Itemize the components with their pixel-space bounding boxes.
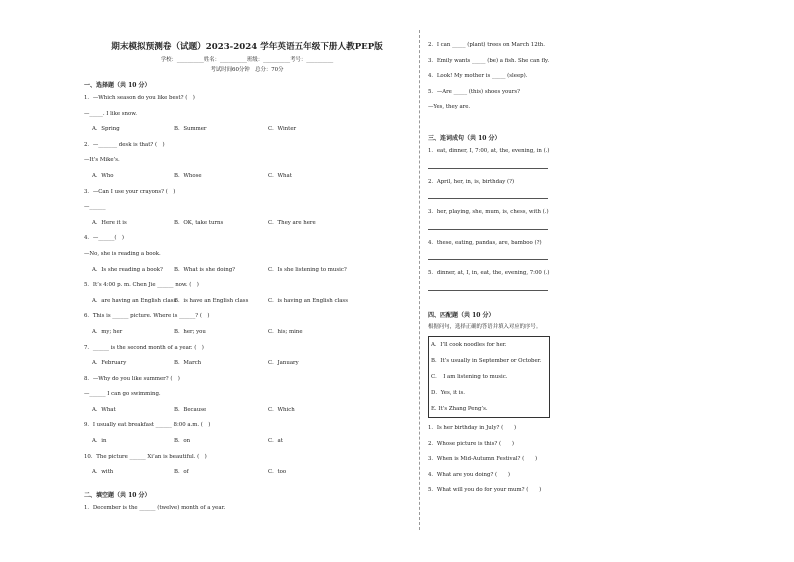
fill-item: 5．—Are _____ (this) shoes yours? xyxy=(428,88,520,95)
question-stem: 5．It’s 4:00 p. m. Chen Jie ______ now. ( ) xyxy=(84,282,199,289)
option-choice: C．is having an English class xyxy=(268,297,348,304)
option-choice: C．What xyxy=(268,172,292,179)
option-choice: C．They are here xyxy=(268,219,316,226)
option-choice: B．Whose xyxy=(174,172,202,179)
question-stem: 9．I usually eat breakfast ______ 8:00 a.m. ( ) xyxy=(84,422,211,429)
section3-items xyxy=(428,144,758,291)
reorder-item: 4．these, eating, pandas, are, bamboo (?) xyxy=(428,239,542,246)
fill-item: 2．I can _____ (plant) trees on March 12th. xyxy=(428,42,545,48)
answer-options-box xyxy=(428,336,550,418)
question-dialogue: —_____. I like snow. xyxy=(84,110,137,117)
question-dialogue: —It’s Mike’s. xyxy=(84,157,120,164)
option-choice: A．are having an English class xyxy=(92,297,177,304)
section4-heading: 四、匹配题（共 10 分） xyxy=(428,311,495,319)
option-choice: A．my; her xyxy=(92,328,123,335)
answer-option: B．It’s usually in September or October. xyxy=(431,357,542,364)
exam-title: 期末模拟预测卷（试题）2023-2024 学年英语五年级下册人教PEP版 xyxy=(111,42,383,52)
section4-instruction: 根据问句，选择正确的答语并填入对应的序号。 xyxy=(428,323,542,330)
answer-line xyxy=(428,282,548,291)
question-dialogue: —No, she is reading a book. xyxy=(84,250,161,257)
question-options xyxy=(84,356,410,372)
question-options xyxy=(84,465,410,481)
match-question: 4．What are you doing? ( ) xyxy=(428,471,511,478)
fill-item: 1．December is the ______ (twelve) month of a year. xyxy=(84,504,226,511)
option-choice: C．his; mine xyxy=(268,328,303,335)
answer-option: C． I am listening to music. xyxy=(431,373,508,380)
option-choice: C．too xyxy=(268,469,287,476)
option-choice: B．March xyxy=(174,360,202,367)
section3-heading: 三、连词成句（共 10 分） xyxy=(428,134,501,142)
option-choice: A．What xyxy=(92,406,116,413)
question-options xyxy=(84,294,410,310)
match-question: 2．Whose picture is this? ( ) xyxy=(428,440,514,447)
fill-item: 4．Look! My mother is _____ (sleep). xyxy=(428,73,528,80)
option-choice: B．of xyxy=(174,469,189,476)
option-choice: B．on xyxy=(174,438,191,445)
option-choice: B．Because xyxy=(174,406,207,413)
reorder-item: 3．her, playing, she, mum, is, chess, with (.) xyxy=(428,209,549,216)
option-choice: C．January xyxy=(268,360,299,367)
option-choice: B．Summer xyxy=(174,126,207,133)
question-options xyxy=(84,434,410,450)
question-stem: 8．—Why do you like summer? ( ) xyxy=(84,375,180,382)
question-dialogue: —______ xyxy=(84,204,106,211)
fill-item: 3．Emily wants _____ (be) a fish. She can fly. xyxy=(428,57,550,64)
section4-questions xyxy=(428,421,758,499)
option-choice: B．is have an English class xyxy=(174,297,249,304)
student-info-line: 学校：__________姓名：__________班级：__________考号：__________ xyxy=(160,57,334,63)
question-stem: 10．The picture ______ Xi’an is beautiful. ( ) xyxy=(84,453,207,460)
answer-line xyxy=(428,221,548,230)
section2-heading: 二、填空题（共 10 分） xyxy=(84,491,151,499)
option-choice: A．Here it is xyxy=(92,219,127,226)
question-options xyxy=(84,263,410,279)
exam-time-score: 考试时间60分钟 总分：70分 xyxy=(210,67,284,73)
question-stem: 1．—Which season do you like best? ( ) xyxy=(84,95,195,101)
question-stem: 7．______ is the second month of a year. ( ) xyxy=(84,344,204,351)
answer-option: E. It’s Zhang Peng’s. xyxy=(431,405,488,412)
option-choice: B．her; you xyxy=(174,328,206,335)
option-choice: B．What is she doing? xyxy=(174,266,236,273)
reorder-item: 5．dinner, at, I, in, eat, the, evening, 7:00 (.) xyxy=(428,270,550,277)
option-choice: C．Which xyxy=(268,406,295,413)
question-stem: 4．—______( ) xyxy=(84,235,124,242)
right-column xyxy=(428,38,758,499)
match-question: 5．What will you do for your mum? ( ) xyxy=(428,487,542,494)
question-options xyxy=(84,325,410,341)
answer-line xyxy=(428,160,548,169)
option-choice: C．Winter xyxy=(268,126,297,133)
question-stem: 6．This is ______ picture. Where is ______? ( ) xyxy=(84,313,210,320)
question-options xyxy=(84,216,410,232)
option-choice: A．with xyxy=(92,469,114,476)
left-column xyxy=(84,38,410,516)
answer-option: D．Yes, it is. xyxy=(431,389,465,396)
match-question: 1．Is her birthday in July? ( ) xyxy=(428,424,517,431)
answer-line xyxy=(428,251,548,260)
option-choice: A．in xyxy=(92,438,107,445)
question-options xyxy=(84,403,410,419)
option-choice: B．OK, take turns xyxy=(174,219,224,226)
option-choice: C．Is she listening to music? xyxy=(268,266,347,273)
reorder-item: 1．eat, dinner, I, 7:00, at, the, evening, in (.) xyxy=(428,147,550,154)
section1-heading: 一、选择题（共 10 分） xyxy=(84,82,151,89)
answer-option: A．I’ll cook noodles for her. xyxy=(431,341,507,348)
question-stem: 2．—_______ desk is that? ( ) xyxy=(84,141,165,148)
option-choice: A．Is she reading a book? xyxy=(92,266,163,273)
answer-line xyxy=(428,190,548,199)
section1-questions xyxy=(84,91,410,481)
question-options xyxy=(84,169,410,185)
question-stem: 3．—Can I use your crayons? ( ) xyxy=(84,188,176,195)
option-choice: A．February xyxy=(92,360,127,367)
reorder-item: 2．April, her, in, is, birthday (?) xyxy=(428,178,515,185)
option-choice: A．Who xyxy=(92,172,114,179)
option-choice: C．at xyxy=(268,438,283,445)
match-question: 3．When is Mid-Autumn Festival? ( ) xyxy=(428,456,538,463)
option-choice: A．Spring xyxy=(92,126,120,133)
column-divider xyxy=(419,30,420,530)
question-options xyxy=(84,122,410,138)
question-dialogue: —______ I can go swimming. xyxy=(84,391,161,398)
fill-item: —Yes, they are. xyxy=(428,104,471,111)
